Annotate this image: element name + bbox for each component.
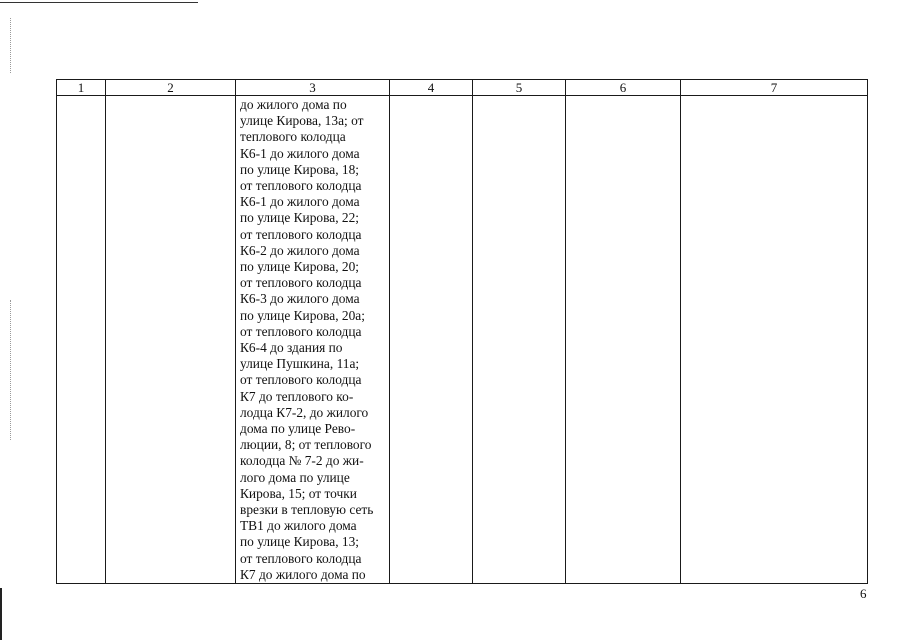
text-line: от теплового колодца: [240, 226, 362, 242]
margin-mark: [10, 300, 11, 440]
table-cell-col7: [681, 96, 868, 584]
text-line: по улице Кирова, 20а;: [240, 307, 365, 323]
column-header-5: 5: [473, 80, 566, 96]
table-cell-col5: [473, 96, 566, 584]
column-header-3: 3: [236, 80, 390, 96]
data-table: [56, 79, 868, 584]
page-number: 6: [860, 586, 867, 601]
text-line: врезки в тепловую сеть: [240, 502, 374, 518]
text-line: люции, 8; от теплового: [240, 437, 372, 453]
text-line: К6-1 до жилого дома: [240, 145, 360, 161]
column-header-4: 4: [390, 80, 473, 96]
text-line: по улице Кирова, 20;: [240, 259, 360, 275]
margin-mark: [10, 18, 11, 73]
text-line: до жилого дома по: [240, 97, 347, 112]
text-line: К6-3 до жилого дома: [240, 291, 360, 307]
text-line: теплового колодца: [240, 129, 346, 145]
table-cell-col3: [236, 96, 390, 584]
table-header-row: [57, 80, 868, 96]
column-header-6: 6: [566, 80, 681, 96]
text-line: по улице Кирова, 22;: [240, 210, 360, 226]
column-header-7: 7: [681, 80, 868, 96]
text-line: К6-4 до здания по: [240, 340, 343, 356]
table-row: [57, 96, 868, 584]
text-line: колодца № 7-2 до жи-: [240, 453, 364, 469]
text-line: ТВ1 до жилого дома: [240, 518, 357, 534]
text-line: К7 до жилого дома по: [240, 566, 366, 582]
text-line: лого дома по улице: [240, 469, 350, 485]
table-cell-col2: [106, 96, 236, 584]
text-line: К6-1 до жилого дома: [240, 194, 360, 210]
column-header-1: 1: [57, 80, 106, 96]
text-line: по улице Кирова, 18;: [240, 161, 360, 177]
text-line: К6-2 до жилого дома: [240, 242, 360, 258]
text-line: от теплового колодца: [240, 275, 362, 291]
text-line: улице Кирова, 13а; от: [240, 113, 364, 129]
text-line: К7 до теплового ко-: [240, 388, 354, 404]
route-description: [236, 96, 389, 583]
text-line: Кирова, 15; от точки: [240, 485, 357, 501]
text-line: от теплового колодца: [240, 323, 362, 339]
margin-bar: [0, 588, 2, 640]
top-rule: [0, 2, 198, 3]
text-line: дома по улице Рево-: [240, 421, 356, 437]
column-header-2: 2: [106, 80, 236, 96]
table-cell-col6: [566, 96, 681, 584]
text-line: от теплового колодца: [240, 178, 362, 194]
text-line: от теплового колодца: [240, 372, 362, 388]
table-cell-col4: [390, 96, 473, 584]
table-cell-col1: [57, 96, 106, 584]
text-line: по улице Кирова, 13;: [240, 534, 360, 550]
text-line: от теплового колодца: [240, 550, 362, 566]
text-line: улице Пушкина, 11а;: [240, 356, 360, 372]
text-line: лодца К7-2, до жилого: [240, 404, 369, 420]
